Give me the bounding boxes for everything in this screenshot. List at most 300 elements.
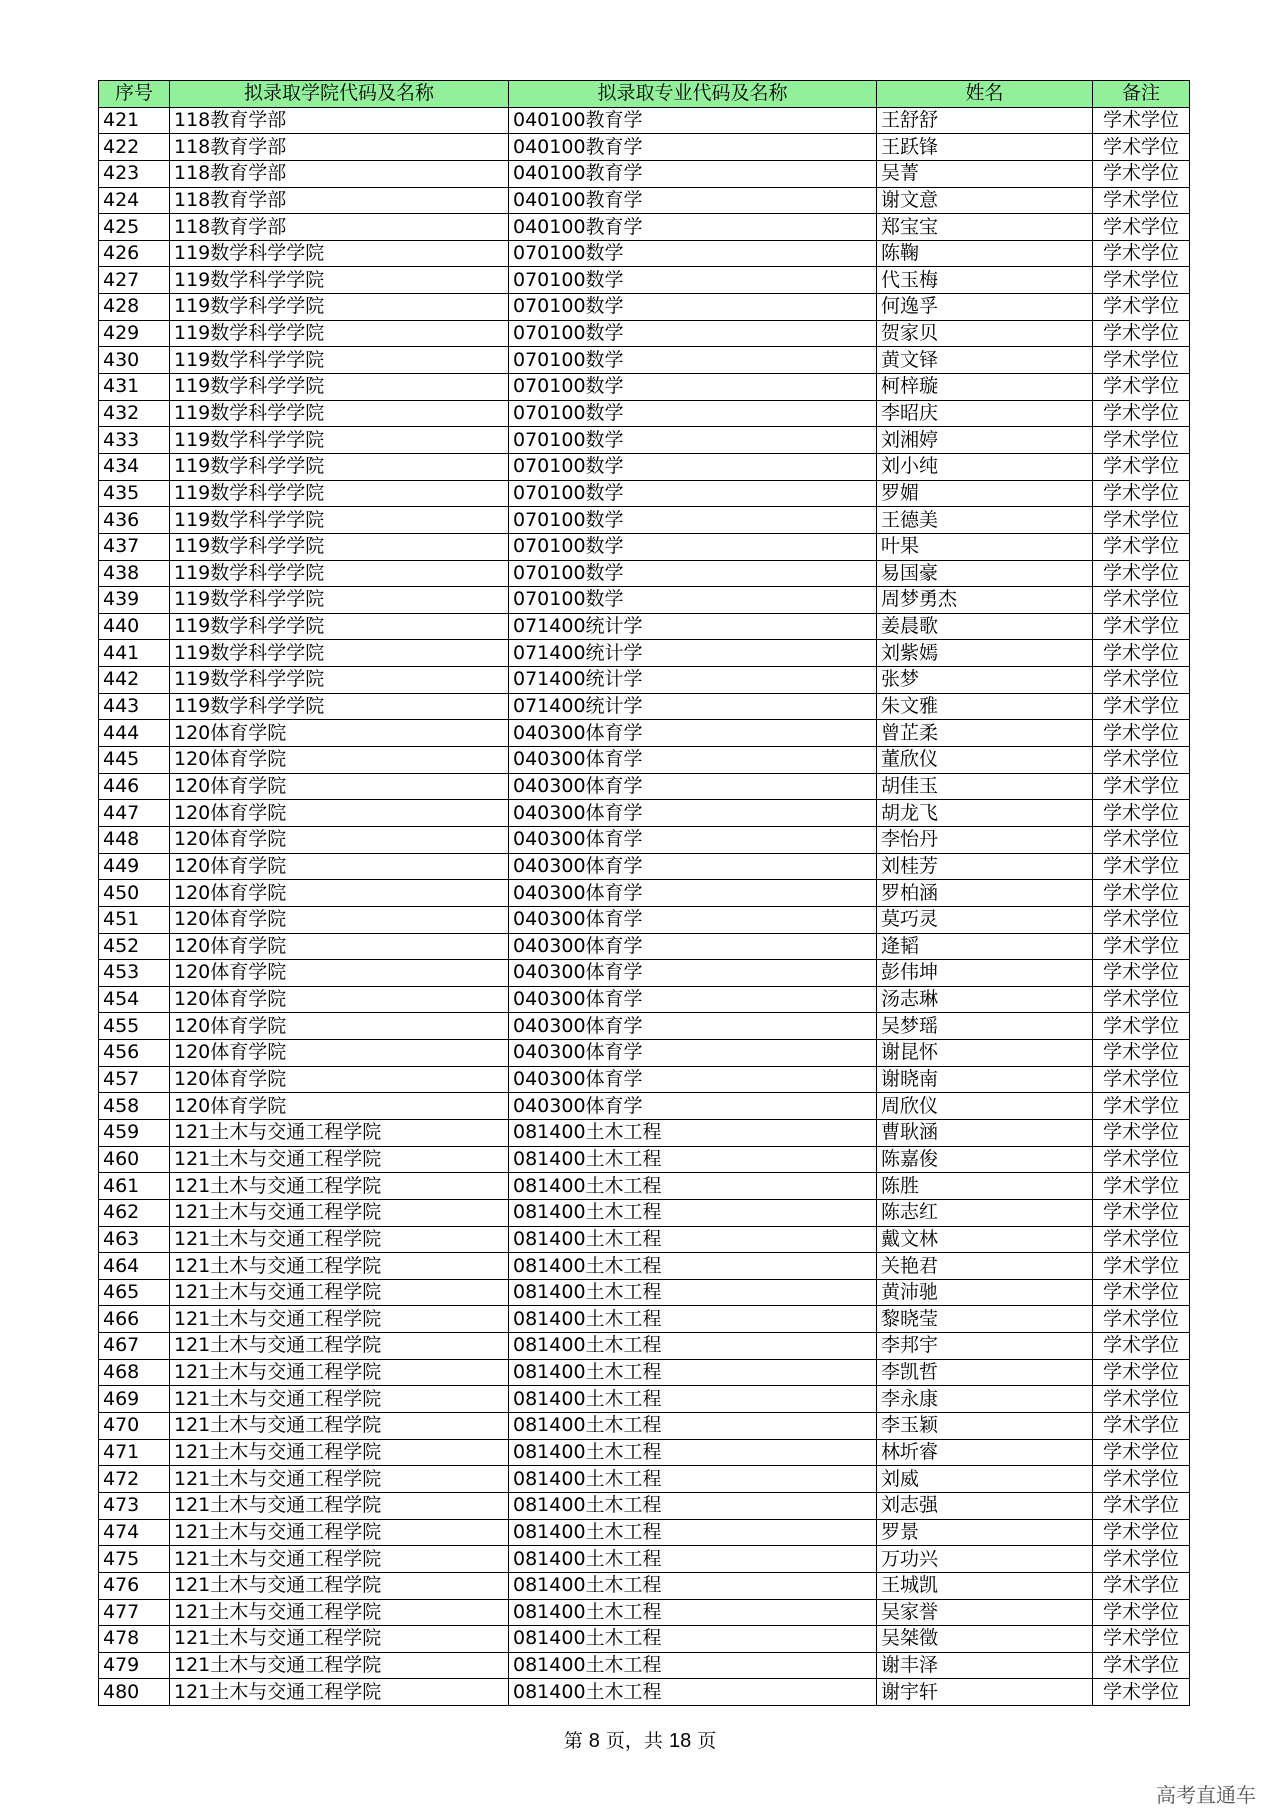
cell-college: 120体育学院 bbox=[170, 1013, 509, 1040]
cell-serial: 440 bbox=[99, 613, 170, 640]
cell-major: 070100数学 bbox=[509, 560, 877, 587]
cell-serial: 427 bbox=[99, 267, 170, 294]
cell-serial: 444 bbox=[99, 720, 170, 747]
cell-college: 121土木与交通工程学院 bbox=[170, 1413, 509, 1440]
cell-name: 李玉颖 bbox=[877, 1413, 1093, 1440]
cell-name: 陈鞠 bbox=[877, 240, 1093, 267]
cell-major: 040100教育学 bbox=[509, 160, 877, 187]
cell-major: 070100数学 bbox=[509, 453, 877, 480]
cell-college: 119数学科学学院 bbox=[170, 560, 509, 587]
cell-college: 119数学科学学院 bbox=[170, 533, 509, 560]
cell-college: 119数学科学学院 bbox=[170, 294, 509, 321]
header-college: 拟录取学院代码及名称 bbox=[170, 81, 509, 108]
cell-serial: 479 bbox=[99, 1652, 170, 1679]
cell-note: 学术学位 bbox=[1093, 1386, 1190, 1413]
table-row bbox=[99, 240, 1190, 267]
cell-serial: 455 bbox=[99, 1013, 170, 1040]
cell-college: 121土木与交通工程学院 bbox=[170, 1173, 509, 1200]
footer-suffix: 页 bbox=[697, 1730, 717, 1752]
cell-note: 学术学位 bbox=[1093, 1652, 1190, 1679]
cell-major: 081400土木工程 bbox=[509, 1226, 877, 1253]
table-row bbox=[99, 160, 1190, 187]
cell-college: 120体育学院 bbox=[170, 1093, 509, 1120]
cell-serial: 469 bbox=[99, 1386, 170, 1413]
cell-serial: 441 bbox=[99, 640, 170, 667]
cell-note: 学术学位 bbox=[1093, 853, 1190, 880]
cell-major: 081400土木工程 bbox=[509, 1119, 877, 1146]
cell-serial: 480 bbox=[99, 1679, 170, 1706]
cell-name: 周欣仪 bbox=[877, 1093, 1093, 1120]
cell-major: 071400统计学 bbox=[509, 693, 877, 720]
table-row bbox=[99, 507, 1190, 534]
cell-college: 120体育学院 bbox=[170, 800, 509, 827]
table-row bbox=[99, 720, 1190, 747]
cell-college: 119数学科学学院 bbox=[170, 453, 509, 480]
cell-college: 119数学科学学院 bbox=[170, 347, 509, 374]
cell-college: 119数学科学学院 bbox=[170, 613, 509, 640]
cell-note: 学术学位 bbox=[1093, 453, 1190, 480]
cell-major: 070100数学 bbox=[509, 400, 877, 427]
cell-major: 040300体育学 bbox=[509, 1013, 877, 1040]
cell-name: 何逸孚 bbox=[877, 294, 1093, 321]
cell-name: 关艳君 bbox=[877, 1253, 1093, 1280]
cell-serial: 464 bbox=[99, 1253, 170, 1280]
cell-college: 118教育学部 bbox=[170, 160, 509, 187]
table-row bbox=[99, 1492, 1190, 1519]
cell-major: 070100数学 bbox=[509, 320, 877, 347]
cell-major: 040100教育学 bbox=[509, 187, 877, 214]
table-row bbox=[99, 1173, 1190, 1200]
cell-college: 119数学科学学院 bbox=[170, 693, 509, 720]
cell-college: 121土木与交通工程学院 bbox=[170, 1466, 509, 1493]
table-row bbox=[99, 906, 1190, 933]
cell-serial: 421 bbox=[99, 107, 170, 134]
cell-serial: 453 bbox=[99, 960, 170, 987]
cell-note: 学术学位 bbox=[1093, 1306, 1190, 1333]
cell-note: 学术学位 bbox=[1093, 1093, 1190, 1120]
cell-college: 121土木与交通工程学院 bbox=[170, 1119, 509, 1146]
cell-serial: 436 bbox=[99, 507, 170, 534]
cell-note: 学术学位 bbox=[1093, 1146, 1190, 1173]
cell-name: 刘紫嫣 bbox=[877, 640, 1093, 667]
cell-college: 121土木与交通工程学院 bbox=[170, 1333, 509, 1360]
cell-serial: 423 bbox=[99, 160, 170, 187]
footer-page-number: 8 bbox=[588, 1730, 600, 1752]
table-row bbox=[99, 427, 1190, 454]
table-row bbox=[99, 107, 1190, 134]
cell-name: 吴桀徵 bbox=[877, 1626, 1093, 1653]
table-row bbox=[99, 1013, 1190, 1040]
cell-name: 胡佳玉 bbox=[877, 773, 1093, 800]
cell-college: 118教育学部 bbox=[170, 187, 509, 214]
cell-serial: 431 bbox=[99, 374, 170, 401]
cell-college: 119数学科学学院 bbox=[170, 400, 509, 427]
cell-college: 120体育学院 bbox=[170, 960, 509, 987]
cell-name: 罗媚 bbox=[877, 480, 1093, 507]
cell-name: 谢晓南 bbox=[877, 1066, 1093, 1093]
cell-note: 学术学位 bbox=[1093, 187, 1190, 214]
cell-note: 学术学位 bbox=[1093, 1013, 1190, 1040]
cell-major: 081400土木工程 bbox=[509, 1333, 877, 1360]
cell-major: 040300体育学 bbox=[509, 880, 877, 907]
cell-college: 121土木与交通工程学院 bbox=[170, 1279, 509, 1306]
cell-note: 学术学位 bbox=[1093, 1546, 1190, 1573]
cell-name: 李怡丹 bbox=[877, 826, 1093, 853]
cell-college: 119数学科学学院 bbox=[170, 374, 509, 401]
header-note: 备注 bbox=[1093, 81, 1190, 108]
cell-serial: 465 bbox=[99, 1279, 170, 1306]
cell-note: 学术学位 bbox=[1093, 1226, 1190, 1253]
cell-college: 119数学科学学院 bbox=[170, 267, 509, 294]
cell-serial: 458 bbox=[99, 1093, 170, 1120]
cell-name: 彭伟坤 bbox=[877, 960, 1093, 987]
cell-college: 121土木与交通工程学院 bbox=[170, 1226, 509, 1253]
table-row bbox=[99, 1626, 1190, 1653]
table-row bbox=[99, 267, 1190, 294]
footer-prefix: 第 bbox=[563, 1730, 583, 1752]
cell-note: 学术学位 bbox=[1093, 374, 1190, 401]
cell-serial: 473 bbox=[99, 1492, 170, 1519]
table-row bbox=[99, 453, 1190, 480]
cell-major: 081400土木工程 bbox=[509, 1413, 877, 1440]
cell-note: 学术学位 bbox=[1093, 587, 1190, 614]
table-row bbox=[99, 1199, 1190, 1226]
cell-major: 040300体育学 bbox=[509, 853, 877, 880]
cell-college: 121土木与交通工程学院 bbox=[170, 1572, 509, 1599]
cell-serial: 463 bbox=[99, 1226, 170, 1253]
cell-college: 120体育学院 bbox=[170, 853, 509, 880]
cell-serial: 426 bbox=[99, 240, 170, 267]
cell-name: 代玉梅 bbox=[877, 267, 1093, 294]
cell-college: 121土木与交通工程学院 bbox=[170, 1386, 509, 1413]
cell-college: 121土木与交通工程学院 bbox=[170, 1199, 509, 1226]
cell-note: 学术学位 bbox=[1093, 720, 1190, 747]
table-row bbox=[99, 693, 1190, 720]
cell-major: 070100数学 bbox=[509, 507, 877, 534]
cell-serial: 446 bbox=[99, 773, 170, 800]
cell-name: 柯梓璇 bbox=[877, 374, 1093, 401]
cell-note: 学术学位 bbox=[1093, 1253, 1190, 1280]
cell-note: 学术学位 bbox=[1093, 747, 1190, 774]
cell-major: 040300体育学 bbox=[509, 826, 877, 853]
table-row bbox=[99, 1146, 1190, 1173]
cell-name: 万功兴 bbox=[877, 1546, 1093, 1573]
cell-major: 081400土木工程 bbox=[509, 1679, 877, 1706]
cell-serial: 447 bbox=[99, 800, 170, 827]
cell-note: 学术学位 bbox=[1093, 507, 1190, 534]
cell-note: 学术学位 bbox=[1093, 613, 1190, 640]
cell-note: 学术学位 bbox=[1093, 320, 1190, 347]
cell-serial: 454 bbox=[99, 986, 170, 1013]
cell-note: 学术学位 bbox=[1093, 267, 1190, 294]
cell-serial: 466 bbox=[99, 1306, 170, 1333]
cell-name: 郑宝宝 bbox=[877, 214, 1093, 241]
cell-serial: 471 bbox=[99, 1439, 170, 1466]
cell-serial: 478 bbox=[99, 1626, 170, 1653]
table-row bbox=[99, 294, 1190, 321]
table-row bbox=[99, 1226, 1190, 1253]
cell-major: 040300体育学 bbox=[509, 1040, 877, 1067]
cell-college: 119数学科学学院 bbox=[170, 507, 509, 534]
cell-serial: 429 bbox=[99, 320, 170, 347]
cell-college: 119数学科学学院 bbox=[170, 640, 509, 667]
cell-name: 叶果 bbox=[877, 533, 1093, 560]
cell-note: 学术学位 bbox=[1093, 1199, 1190, 1226]
cell-name: 吴梦瑶 bbox=[877, 1013, 1093, 1040]
cell-major: 081400土木工程 bbox=[509, 1492, 877, 1519]
table-row bbox=[99, 773, 1190, 800]
cell-college: 120体育学院 bbox=[170, 986, 509, 1013]
cell-college: 121土木与交通工程学院 bbox=[170, 1599, 509, 1626]
cell-serial: 470 bbox=[99, 1413, 170, 1440]
admission-table bbox=[98, 80, 1190, 1706]
cell-note: 学术学位 bbox=[1093, 1439, 1190, 1466]
cell-note: 学术学位 bbox=[1093, 427, 1190, 454]
cell-name: 陈嘉俊 bbox=[877, 1146, 1093, 1173]
table-row bbox=[99, 800, 1190, 827]
cell-college: 120体育学院 bbox=[170, 933, 509, 960]
cell-name: 李昭庆 bbox=[877, 400, 1093, 427]
header-serial: 序号 bbox=[99, 81, 170, 108]
cell-note: 学术学位 bbox=[1093, 1466, 1190, 1493]
table-row bbox=[99, 347, 1190, 374]
cell-college: 121土木与交通工程学院 bbox=[170, 1359, 509, 1386]
cell-college: 118教育学部 bbox=[170, 214, 509, 241]
cell-major: 040300体育学 bbox=[509, 986, 877, 1013]
cell-note: 学术学位 bbox=[1093, 160, 1190, 187]
cell-major: 081400土木工程 bbox=[509, 1626, 877, 1653]
cell-major: 081400土木工程 bbox=[509, 1199, 877, 1226]
cell-serial: 437 bbox=[99, 533, 170, 560]
cell-serial: 430 bbox=[99, 347, 170, 374]
cell-major: 040100教育学 bbox=[509, 214, 877, 241]
cell-serial: 476 bbox=[99, 1572, 170, 1599]
cell-name: 谢宇轩 bbox=[877, 1679, 1093, 1706]
cell-serial: 461 bbox=[99, 1173, 170, 1200]
cell-college: 121土木与交通工程学院 bbox=[170, 1492, 509, 1519]
cell-serial: 433 bbox=[99, 427, 170, 454]
cell-major: 071400统计学 bbox=[509, 667, 877, 694]
cell-college: 118教育学部 bbox=[170, 134, 509, 161]
cell-major: 081400土木工程 bbox=[509, 1279, 877, 1306]
cell-name: 黎晓莹 bbox=[877, 1306, 1093, 1333]
cell-name: 黄文铎 bbox=[877, 347, 1093, 374]
footer-total-pages: 18 bbox=[668, 1730, 692, 1752]
cell-name: 张梦 bbox=[877, 667, 1093, 694]
table-row bbox=[99, 1439, 1190, 1466]
cell-note: 学术学位 bbox=[1093, 826, 1190, 853]
cell-serial: 456 bbox=[99, 1040, 170, 1067]
cell-note: 学术学位 bbox=[1093, 1119, 1190, 1146]
cell-name: 陈志红 bbox=[877, 1199, 1093, 1226]
cell-serial: 449 bbox=[99, 853, 170, 880]
cell-serial: 452 bbox=[99, 933, 170, 960]
cell-serial: 472 bbox=[99, 1466, 170, 1493]
cell-serial: 434 bbox=[99, 453, 170, 480]
cell-serial: 445 bbox=[99, 747, 170, 774]
cell-note: 学术学位 bbox=[1093, 640, 1190, 667]
cell-name: 刘小纯 bbox=[877, 453, 1093, 480]
cell-major: 040300体育学 bbox=[509, 933, 877, 960]
cell-major: 070100数学 bbox=[509, 587, 877, 614]
cell-serial: 438 bbox=[99, 560, 170, 587]
table-row bbox=[99, 480, 1190, 507]
cell-serial: 474 bbox=[99, 1519, 170, 1546]
cell-name: 吴菁 bbox=[877, 160, 1093, 187]
table-row bbox=[99, 1519, 1190, 1546]
cell-serial: 442 bbox=[99, 667, 170, 694]
cell-major: 071400统计学 bbox=[509, 640, 877, 667]
table-row bbox=[99, 640, 1190, 667]
cell-serial: 443 bbox=[99, 693, 170, 720]
cell-note: 学术学位 bbox=[1093, 1173, 1190, 1200]
cell-serial: 448 bbox=[99, 826, 170, 853]
cell-name: 姜晨歌 bbox=[877, 613, 1093, 640]
cell-name: 谢昆怀 bbox=[877, 1040, 1093, 1067]
table-row bbox=[99, 214, 1190, 241]
cell-note: 学术学位 bbox=[1093, 906, 1190, 933]
cell-college: 119数学科学学院 bbox=[170, 480, 509, 507]
cell-name: 李邦宇 bbox=[877, 1333, 1093, 1360]
cell-major: 040100教育学 bbox=[509, 134, 877, 161]
cell-college: 120体育学院 bbox=[170, 1066, 509, 1093]
cell-college: 120体育学院 bbox=[170, 880, 509, 907]
cell-serial: 425 bbox=[99, 214, 170, 241]
cell-note: 学术学位 bbox=[1093, 560, 1190, 587]
cell-name: 王德美 bbox=[877, 507, 1093, 534]
cell-serial: 451 bbox=[99, 906, 170, 933]
cell-major: 070100数学 bbox=[509, 480, 877, 507]
cell-major: 070100数学 bbox=[509, 294, 877, 321]
table-row bbox=[99, 1572, 1190, 1599]
cell-note: 学术学位 bbox=[1093, 1279, 1190, 1306]
table-row bbox=[99, 134, 1190, 161]
cell-note: 学术学位 bbox=[1093, 667, 1190, 694]
table-row bbox=[99, 1040, 1190, 1067]
cell-note: 学术学位 bbox=[1093, 240, 1190, 267]
cell-college: 121土木与交通工程学院 bbox=[170, 1652, 509, 1679]
cell-note: 学术学位 bbox=[1093, 1599, 1190, 1626]
cell-college: 119数学科学学院 bbox=[170, 240, 509, 267]
cell-college: 121土木与交通工程学院 bbox=[170, 1546, 509, 1573]
table-row bbox=[99, 1546, 1190, 1573]
cell-name: 刘湘婷 bbox=[877, 427, 1093, 454]
cell-major: 081400土木工程 bbox=[509, 1439, 877, 1466]
cell-serial: 457 bbox=[99, 1066, 170, 1093]
cell-college: 120体育学院 bbox=[170, 906, 509, 933]
table-row bbox=[99, 320, 1190, 347]
cell-major: 081400土木工程 bbox=[509, 1599, 877, 1626]
cell-note: 学术学位 bbox=[1093, 107, 1190, 134]
cell-note: 学术学位 bbox=[1093, 1413, 1190, 1440]
cell-name: 周梦勇杰 bbox=[877, 587, 1093, 614]
cell-major: 040300体育学 bbox=[509, 1066, 877, 1093]
table-row bbox=[99, 587, 1190, 614]
cell-college: 121土木与交通工程学院 bbox=[170, 1306, 509, 1333]
cell-college: 119数学科学学院 bbox=[170, 320, 509, 347]
table-row bbox=[99, 1279, 1190, 1306]
cell-note: 学术学位 bbox=[1093, 1519, 1190, 1546]
cell-serial: 439 bbox=[99, 587, 170, 614]
table-row bbox=[99, 1066, 1190, 1093]
table-row bbox=[99, 1466, 1190, 1493]
table-row bbox=[99, 853, 1190, 880]
cell-name: 逄韬 bbox=[877, 933, 1093, 960]
table-row bbox=[99, 400, 1190, 427]
cell-name: 李凯哲 bbox=[877, 1359, 1093, 1386]
cell-college: 120体育学院 bbox=[170, 826, 509, 853]
table-row bbox=[99, 613, 1190, 640]
cell-major: 081400土木工程 bbox=[509, 1253, 877, 1280]
cell-major: 070100数学 bbox=[509, 427, 877, 454]
cell-college: 121土木与交通工程学院 bbox=[170, 1146, 509, 1173]
cell-name: 董欣仪 bbox=[877, 747, 1093, 774]
table-row bbox=[99, 1093, 1190, 1120]
table-row bbox=[99, 960, 1190, 987]
cell-major: 040300体育学 bbox=[509, 960, 877, 987]
cell-college: 119数学科学学院 bbox=[170, 667, 509, 694]
table-row bbox=[99, 374, 1190, 401]
table-row bbox=[99, 1599, 1190, 1626]
table-row bbox=[99, 533, 1190, 560]
table-row bbox=[99, 1652, 1190, 1679]
cell-note: 学术学位 bbox=[1093, 1066, 1190, 1093]
table-row bbox=[99, 1679, 1190, 1706]
cell-major: 040100教育学 bbox=[509, 107, 877, 134]
cell-name: 曾芷柔 bbox=[877, 720, 1093, 747]
cell-name: 王城凯 bbox=[877, 1572, 1093, 1599]
cell-name: 谢丰泽 bbox=[877, 1652, 1093, 1679]
cell-serial: 475 bbox=[99, 1546, 170, 1573]
cell-note: 学术学位 bbox=[1093, 1359, 1190, 1386]
cell-college: 121土木与交通工程学院 bbox=[170, 1253, 509, 1280]
cell-name: 王跃锋 bbox=[877, 134, 1093, 161]
cell-major: 040300体育学 bbox=[509, 773, 877, 800]
cell-major: 040300体育学 bbox=[509, 1093, 877, 1120]
table-row bbox=[99, 1253, 1190, 1280]
cell-major: 081400土木工程 bbox=[509, 1546, 877, 1573]
footer-middle: 页，共 bbox=[605, 1730, 663, 1752]
cell-serial: 467 bbox=[99, 1333, 170, 1360]
cell-college: 120体育学院 bbox=[170, 747, 509, 774]
cell-name: 朱文雅 bbox=[877, 693, 1093, 720]
cell-note: 学术学位 bbox=[1093, 400, 1190, 427]
cell-name: 王舒舒 bbox=[877, 107, 1093, 134]
table-row bbox=[99, 1413, 1190, 1440]
cell-major: 040300体育学 bbox=[509, 720, 877, 747]
cell-note: 学术学位 bbox=[1093, 773, 1190, 800]
cell-name: 汤志琳 bbox=[877, 986, 1093, 1013]
cell-name: 贺家贝 bbox=[877, 320, 1093, 347]
cell-serial: 460 bbox=[99, 1146, 170, 1173]
cell-name: 刘志强 bbox=[877, 1492, 1093, 1519]
cell-note: 学术学位 bbox=[1093, 294, 1190, 321]
table-row bbox=[99, 747, 1190, 774]
cell-major: 070100数学 bbox=[509, 533, 877, 560]
cell-serial: 428 bbox=[99, 294, 170, 321]
cell-major: 081400土木工程 bbox=[509, 1173, 877, 1200]
cell-name: 李永康 bbox=[877, 1386, 1093, 1413]
cell-name: 曹耿涵 bbox=[877, 1119, 1093, 1146]
cell-college: 118教育学部 bbox=[170, 107, 509, 134]
cell-major: 040300体育学 bbox=[509, 906, 877, 933]
cell-note: 学术学位 bbox=[1093, 214, 1190, 241]
cell-name: 林圻睿 bbox=[877, 1439, 1093, 1466]
cell-college: 121土木与交通工程学院 bbox=[170, 1519, 509, 1546]
table-header-row bbox=[99, 81, 1190, 108]
cell-major: 071400统计学 bbox=[509, 613, 877, 640]
cell-major: 040300体育学 bbox=[509, 747, 877, 774]
